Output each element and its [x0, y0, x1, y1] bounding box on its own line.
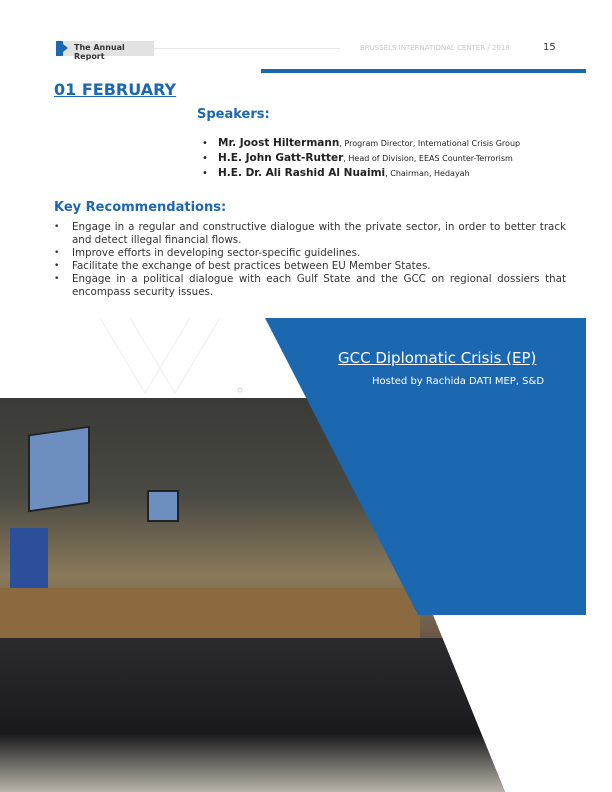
speaker-name: H.E. Dr. Ali Rashid Al Nuaimi [218, 167, 386, 179]
accent-bar [261, 69, 586, 73]
speaker-name: H.E. John Gatt-Rutter [218, 152, 344, 164]
recommendations-list [72, 221, 566, 299]
event-host: Hosted by Rachida DATI MEP, S&D [372, 376, 545, 387]
recommendation-item: • Engage in a regular and constructive dialogue with the private sector, in order to better track and detect illegal financial flows. [72, 221, 566, 247]
speakers-list [218, 136, 520, 181]
speaker-name: Mr. Joost Hiltermann [218, 137, 340, 149]
recommendation-item: • Engage in a political dialogue with each Gulf State and the GCC on regional dossiers that encompass security issues. [72, 273, 566, 299]
event-title: GCC Diplomatic Crisis (EP) [338, 349, 537, 367]
recommendations-heading: Key Recommendations: [54, 200, 227, 215]
photo-banner [10, 528, 48, 588]
header-title: The Annual Report [74, 43, 125, 61]
recommendation-item: • Improve efforts in developing sector-specific guidelines. [72, 247, 566, 260]
speaker-item [218, 136, 520, 151]
photo-screen [28, 426, 90, 513]
speaker-role: , Program Director, International Crisis Group [339, 139, 521, 148]
page-number: 15 [543, 42, 556, 53]
header-org: BRUSSELS INTERNATIONAL CENTER / 2018 [360, 44, 510, 52]
speaker-role: , Chairman, Hedayah [385, 169, 470, 178]
decorative-lines [100, 318, 260, 398]
photo-screen [147, 490, 179, 522]
photo-audience [0, 638, 520, 792]
header-divider [154, 48, 340, 49]
speaker-role: , Head of Division, EEAS Counter-Terrorism [343, 154, 513, 163]
header-tab [56, 41, 154, 61]
speaker-item [218, 151, 520, 166]
flag-icon [56, 41, 63, 56]
recommendation-item: • Facilitate the exchange of best practices between EU Member States. [72, 260, 566, 273]
speakers-heading: Speakers: [197, 107, 270, 122]
date-heading: 01 FEBRUARY [54, 80, 177, 99]
speaker-item [218, 166, 520, 181]
